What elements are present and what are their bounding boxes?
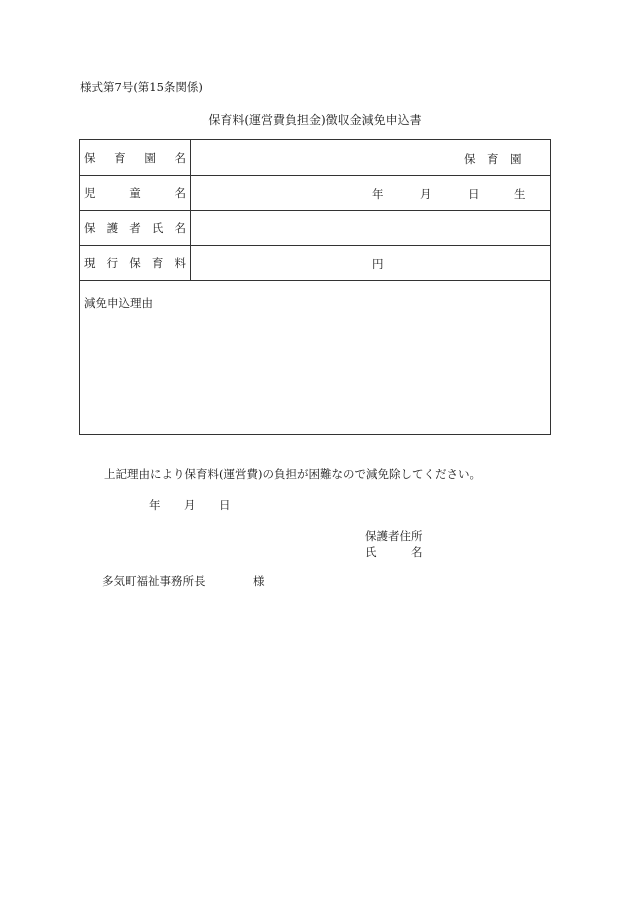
form-reference: 様式第7号(第15条関係)	[80, 80, 203, 94]
guardian-name-label-2: 名	[411, 545, 423, 559]
reason-label: 減免申込理由	[84, 296, 153, 310]
label-nursery-name: 保 育 園 名	[80, 140, 191, 175]
table-row-child	[80, 175, 550, 211]
application-table	[79, 139, 551, 435]
table-row-current-fee	[80, 245, 550, 281]
date-day-label: 日	[219, 498, 231, 512]
guardian-name-label-1: 氏	[365, 545, 377, 559]
birth-born-label: 生	[514, 187, 526, 201]
birth-year-label: 年	[372, 187, 384, 201]
label-child-name: 児 童 名	[80, 175, 191, 210]
label-guardian-name: 保 護 者 氏 名	[80, 210, 191, 245]
request-statement: 上記理由により保育料(運営費)の負担が困難なので減免除してください。	[104, 467, 481, 481]
table-row-guardian	[80, 210, 550, 246]
label-current-fee: 現 行 保 育 料	[80, 245, 191, 280]
guardian-address-label: 保護者住所	[365, 529, 423, 543]
fee-unit-label: 円	[372, 257, 384, 271]
document-title: 保育料(運営費負担金)徴収金減免申込書	[208, 113, 422, 127]
birth-month-label: 月	[420, 187, 432, 201]
nursery-suffix: 保 育 園	[464, 152, 522, 166]
addressee-name: 多気町福祉事務所長	[102, 574, 206, 588]
table-row-nursery	[80, 140, 550, 176]
birth-day-label: 日	[468, 187, 480, 201]
addressee-honorific: 様	[253, 574, 265, 588]
date-month-label: 月	[184, 498, 196, 512]
date-year-label: 年	[149, 498, 161, 512]
